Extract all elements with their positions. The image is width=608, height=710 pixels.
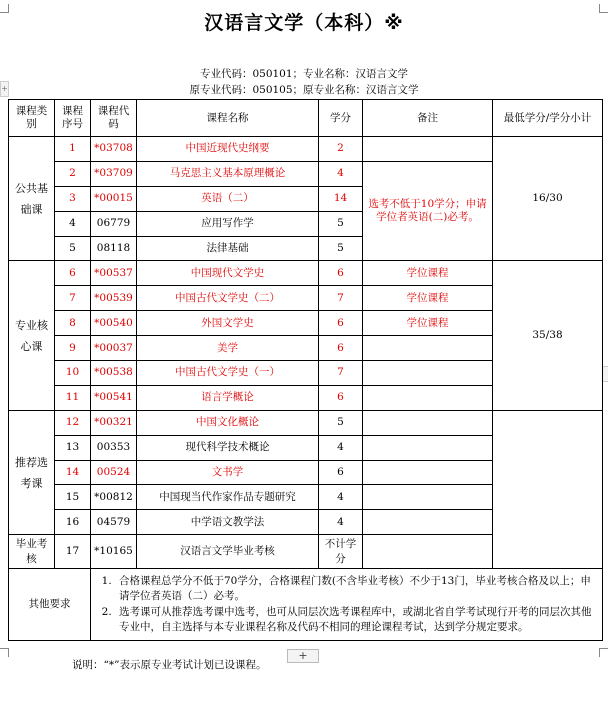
course-code: *00037 xyxy=(91,336,137,361)
remark-note: 说明：“*”表示原专业考试计划已设课程。 xyxy=(72,659,267,671)
public-course-note: 选考不低于10学分；申请学位者英语(二)必考。 xyxy=(363,161,493,261)
course-credit: 5 xyxy=(319,410,363,435)
course-code: *00812 xyxy=(91,485,137,510)
category-graduation: 毕业考核 xyxy=(9,535,55,569)
table-row xyxy=(9,137,603,162)
course-seq: 5 xyxy=(55,236,91,261)
course-note-empty xyxy=(363,485,493,510)
course-name: 文书学 xyxy=(137,460,319,485)
course-note-empty xyxy=(363,336,493,361)
course-credit: 6 xyxy=(319,311,363,336)
course-seq: 16 xyxy=(55,510,91,535)
course-credit: 6 xyxy=(319,261,363,286)
header-name: 课程名称 xyxy=(137,100,319,137)
header-min-credit: 最低学分/学分小计 xyxy=(493,100,603,137)
header-note: 备注 xyxy=(363,100,493,137)
degree-course-note: 学位课程 xyxy=(363,286,493,311)
course-code: 06779 xyxy=(91,211,137,236)
course-seq: 6 xyxy=(55,261,91,286)
requirement-item: 1. 合格课程总学分不低于70学分，合格课程门数(不含毕业考核）不少于13门，毕业考核合格及以上；申请学位者英语（二）必考。 xyxy=(115,574,596,605)
min-credit-core: 35/38 xyxy=(493,261,603,410)
major-code-info: 专业代码：050101；专业名称：汉语言文学 xyxy=(199,68,409,80)
crop-mark-bottom-left xyxy=(0,648,9,657)
other-requirements-row xyxy=(9,569,603,641)
course-name: 中国近现代史纲要 xyxy=(137,137,319,162)
course-seq: 10 xyxy=(55,361,91,386)
course-credit: 6 xyxy=(319,385,363,410)
course-code: *00539 xyxy=(91,286,137,311)
category-major-core: 专业核心课 xyxy=(9,261,55,410)
course-seq: 4 xyxy=(55,211,91,236)
course-table xyxy=(8,99,603,641)
course-code: *10165 xyxy=(91,535,137,569)
course-credit: 14 xyxy=(319,186,363,211)
course-code: *00537 xyxy=(91,261,137,286)
course-credit: 7 xyxy=(319,361,363,386)
course-credit: 不计学分 xyxy=(319,535,363,569)
course-credit: 4 xyxy=(319,161,363,186)
course-credit: 5 xyxy=(319,211,363,236)
other-requirements-label: 其他要求 xyxy=(9,569,91,641)
course-name: 中国古代文学史（二） xyxy=(137,286,319,311)
course-code: *00015 xyxy=(91,186,137,211)
course-seq: 1 xyxy=(55,137,91,162)
course-name: 马克思主义基本原理概论 xyxy=(137,161,319,186)
course-note-empty xyxy=(363,361,493,386)
course-credit: 4 xyxy=(319,485,363,510)
course-seq: 2 xyxy=(55,161,91,186)
course-name: 美学 xyxy=(137,336,319,361)
course-code: 00353 xyxy=(91,435,137,460)
course-seq: 3 xyxy=(55,186,91,211)
course-note-empty xyxy=(363,410,493,435)
course-code: *00538 xyxy=(91,361,137,386)
course-seq: 17 xyxy=(55,535,91,569)
header-category: 课程类别 xyxy=(9,100,55,137)
course-code: *03709 xyxy=(91,161,137,186)
header-seq: 课程序号 xyxy=(55,100,91,137)
course-credit: 6 xyxy=(319,336,363,361)
course-credit: 2 xyxy=(319,137,363,162)
course-name: 英语（二） xyxy=(137,186,319,211)
course-name: 中国文化概论 xyxy=(137,410,319,435)
course-seq: 8 xyxy=(55,311,91,336)
degree-course-note: 学位课程 xyxy=(363,261,493,286)
course-credit: 6 xyxy=(319,460,363,485)
min-credit-public: 16/30 xyxy=(493,137,603,261)
other-requirements-content xyxy=(91,569,603,641)
course-seq: 7 xyxy=(55,286,91,311)
course-name: 法律基础 xyxy=(137,236,319,261)
course-note-empty xyxy=(363,460,493,485)
course-seq: 11 xyxy=(55,385,91,410)
course-credit: 7 xyxy=(319,286,363,311)
course-credit: 4 xyxy=(319,435,363,460)
course-note-empty xyxy=(363,385,493,410)
category-recommended-elective: 推荐选考课 xyxy=(9,410,55,534)
course-name: 语言学概论 xyxy=(137,385,319,410)
course-code: *00541 xyxy=(91,385,137,410)
course-credit: 4 xyxy=(319,510,363,535)
table-row xyxy=(9,410,603,435)
course-code: 08118 xyxy=(91,236,137,261)
course-name: 应用写作学 xyxy=(137,211,319,236)
course-credit: 5 xyxy=(319,236,363,261)
course-name: 中学语文教学法 xyxy=(137,510,319,535)
course-seq: 9 xyxy=(55,336,91,361)
course-code: 04579 xyxy=(91,510,137,535)
header-credit: 学分 xyxy=(319,100,363,137)
course-note-empty xyxy=(363,535,493,569)
degree-course-note: 学位课程 xyxy=(363,311,493,336)
course-name: 中国现代文学史 xyxy=(137,261,319,286)
course-code: *00540 xyxy=(91,311,137,336)
course-name: 汉语言文学毕业考核 xyxy=(137,535,319,569)
course-code: 00524 xyxy=(91,460,137,485)
course-seq: 12 xyxy=(55,410,91,435)
course-code: *03708 xyxy=(91,137,137,162)
document-title: 汉语言文学（本科）※ xyxy=(204,12,404,34)
course-name: 中国古代文学史（一） xyxy=(137,361,319,386)
original-major-code-info: 原专业代码：050105；原专业名称：汉语言文学 xyxy=(189,84,419,96)
add-row-button[interactable]: + xyxy=(287,649,319,663)
course-name: 中国现当代作家作品专题研究 xyxy=(137,485,319,510)
header-code: 课程代码 xyxy=(91,100,137,137)
category-public-basic: 公共基础课 xyxy=(9,137,55,261)
course-note-empty xyxy=(363,510,493,535)
course-seq: 13 xyxy=(55,435,91,460)
requirement-item: 2. 选考课可从推荐选考课中选考，也可从同层次选考课程库中，或湖北省自学考试现行开考的同层次其他专业中，自主选择与本专业课程名称及代码不相同的理论课程考试，达到学分规定要求。 xyxy=(115,605,596,636)
course-name: 外国文学史 xyxy=(137,311,319,336)
requirements-list xyxy=(97,574,596,636)
course-seq: 14 xyxy=(55,460,91,485)
table-header-row xyxy=(9,100,603,137)
course-seq: 15 xyxy=(55,485,91,510)
course-name: 现代科学技术概论 xyxy=(137,435,319,460)
table-row xyxy=(9,261,603,286)
table-move-handle[interactable]: + xyxy=(0,81,9,97)
course-note-empty xyxy=(363,435,493,460)
crop-mark-bottom-right xyxy=(599,648,608,657)
course-note-empty xyxy=(363,137,493,162)
min-credit-empty xyxy=(493,410,603,568)
course-code: *00321 xyxy=(91,410,137,435)
